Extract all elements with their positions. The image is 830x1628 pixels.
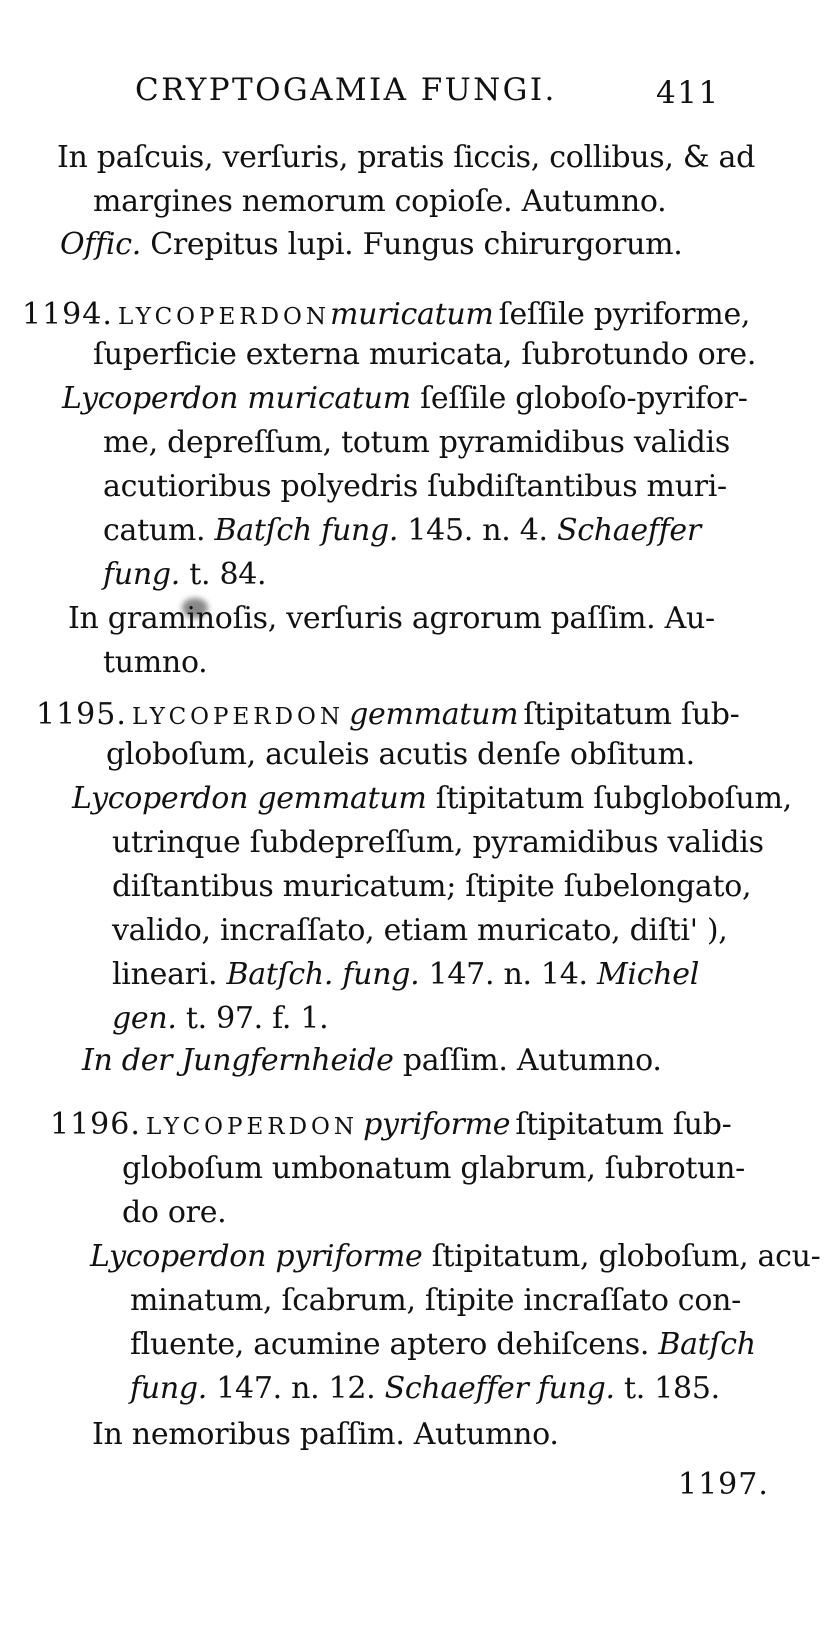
reference-work: fung. xyxy=(130,1371,207,1406)
diagnosis-text: globoſum, aculeis acutis denſe obſitum. xyxy=(106,737,695,772)
habitat-line: In paſcuis, verſuris, pratis ſiccis, collibus, & ad xyxy=(57,140,756,175)
reference-number: 147. n. 12. xyxy=(216,1371,376,1406)
reference-number: 145. n. 4. xyxy=(407,513,548,548)
reference-author: Batſch fung. xyxy=(214,513,399,548)
synonym-text: ſtipitatum, globoſum, acu- xyxy=(431,1239,821,1274)
habitat-text: paſſim. Autumno. xyxy=(402,1043,662,1078)
genus-name: LYCOPERDON xyxy=(131,704,345,730)
reference-author: Schaeffer fung. xyxy=(384,1371,615,1406)
synonym-text: fluente, acumine aptero dehiſcens. xyxy=(130,1327,650,1362)
synonym-name: Lycoperdon pyriforme xyxy=(90,1239,423,1274)
habitat-place: In der Jungfernheide xyxy=(82,1043,394,1078)
page-number: 411 xyxy=(656,75,720,111)
reference-line xyxy=(112,1001,329,1036)
synonym-line xyxy=(90,1239,821,1274)
synonym-text: valido, incraſſato, etiam muricato, diſti' ), xyxy=(112,913,728,948)
synonym-text: me, depreſſum, totum pyramidibus validis xyxy=(103,425,730,460)
reference-text: lineari. xyxy=(112,957,218,992)
reference-line xyxy=(103,513,701,548)
synonym-line xyxy=(130,1327,756,1362)
diagnosis-text: ſtipitatum ſub- xyxy=(515,1107,732,1142)
reference-author: Batſch. fung. xyxy=(226,957,420,992)
habitat-line: tumno. xyxy=(103,645,208,680)
reference-number: t. 97. f. 1. xyxy=(185,1001,329,1036)
species-name: muricatum xyxy=(330,297,494,332)
reference-author: Batſch xyxy=(658,1327,756,1362)
habitat-line: In nemoribus paſſim. Autumno. xyxy=(92,1417,559,1452)
synonym-text: utrinque ſubdepreſſum, pyramidibus validis xyxy=(112,825,764,860)
synonym-name: Lycoperdon gemmatum xyxy=(72,781,427,816)
reference-author: Michel xyxy=(597,957,699,992)
reference-text: catum. xyxy=(103,513,206,548)
genus-name: LYCOPERDON xyxy=(117,304,331,330)
catchword: 1197. xyxy=(678,1467,769,1502)
reference-number: t. 84. xyxy=(189,557,267,592)
habitat-line: margines nemorum copioſe. Autumno. xyxy=(93,184,667,219)
synonym-text: ſtipitatum ſubgloboſum, xyxy=(435,781,792,816)
reference-number: t. 185. xyxy=(624,1371,720,1406)
synonym-text: acutioribus polyedris ſubdiſtantibus muri- xyxy=(103,469,727,504)
synonym-text: diſtantibus muricatum; ſtipite ſubelongato, xyxy=(112,869,752,904)
running-head: CRYPTOGAMIA FUNGI. xyxy=(135,72,557,108)
entry-heading xyxy=(50,1107,732,1142)
synonym-line xyxy=(72,781,792,816)
habitat-line: In graminoſis, verſuris agrorum paſſim. Au- xyxy=(68,601,715,636)
habitat-line xyxy=(82,1043,662,1078)
offic-text: Crepitus lupi. Fungus chirurgorum. xyxy=(150,227,683,262)
synonym-line xyxy=(62,381,748,416)
entry-heading xyxy=(36,697,740,732)
diagnosis-text: ſeſſile pyriforme, xyxy=(498,297,751,332)
entry-number: 1194. xyxy=(22,297,113,332)
entry-number: 1195. xyxy=(36,697,127,732)
species-name: gemmatum xyxy=(349,697,519,732)
offic-label: Offic. xyxy=(60,227,141,262)
reference-line xyxy=(130,1371,720,1406)
reference-work: gen. xyxy=(112,1001,177,1036)
reference-number: 147. n. 14. xyxy=(428,957,588,992)
genus-name: LYCOPERDON xyxy=(145,1114,359,1140)
entry-heading xyxy=(22,297,751,332)
reference-work: fung. xyxy=(103,557,180,592)
species-name: pyriforme xyxy=(363,1107,511,1142)
synonym-text: ſeſſile globoſo-pyrifor- xyxy=(420,381,748,416)
diagnosis-text: do ore. xyxy=(122,1195,227,1230)
reference-line xyxy=(103,557,267,592)
entry-number: 1196. xyxy=(50,1107,141,1142)
synonym-name: Lycoperdon muricatum xyxy=(62,381,411,416)
diagnosis-text: globoſum umbonatum glabrum, ſubrotun- xyxy=(122,1151,745,1186)
reference-line xyxy=(112,957,699,992)
synonym-text: minatum, ſcabrum, ſtipite incraſſato con- xyxy=(130,1283,741,1318)
diagnosis-text: ſuperficie externa muricata, ſubrotundo ore. xyxy=(93,337,757,372)
diagnosis-text: ſtipitatum ſub- xyxy=(523,697,740,732)
reference-author: Schaeffer xyxy=(557,513,701,548)
offic-line xyxy=(60,227,683,262)
